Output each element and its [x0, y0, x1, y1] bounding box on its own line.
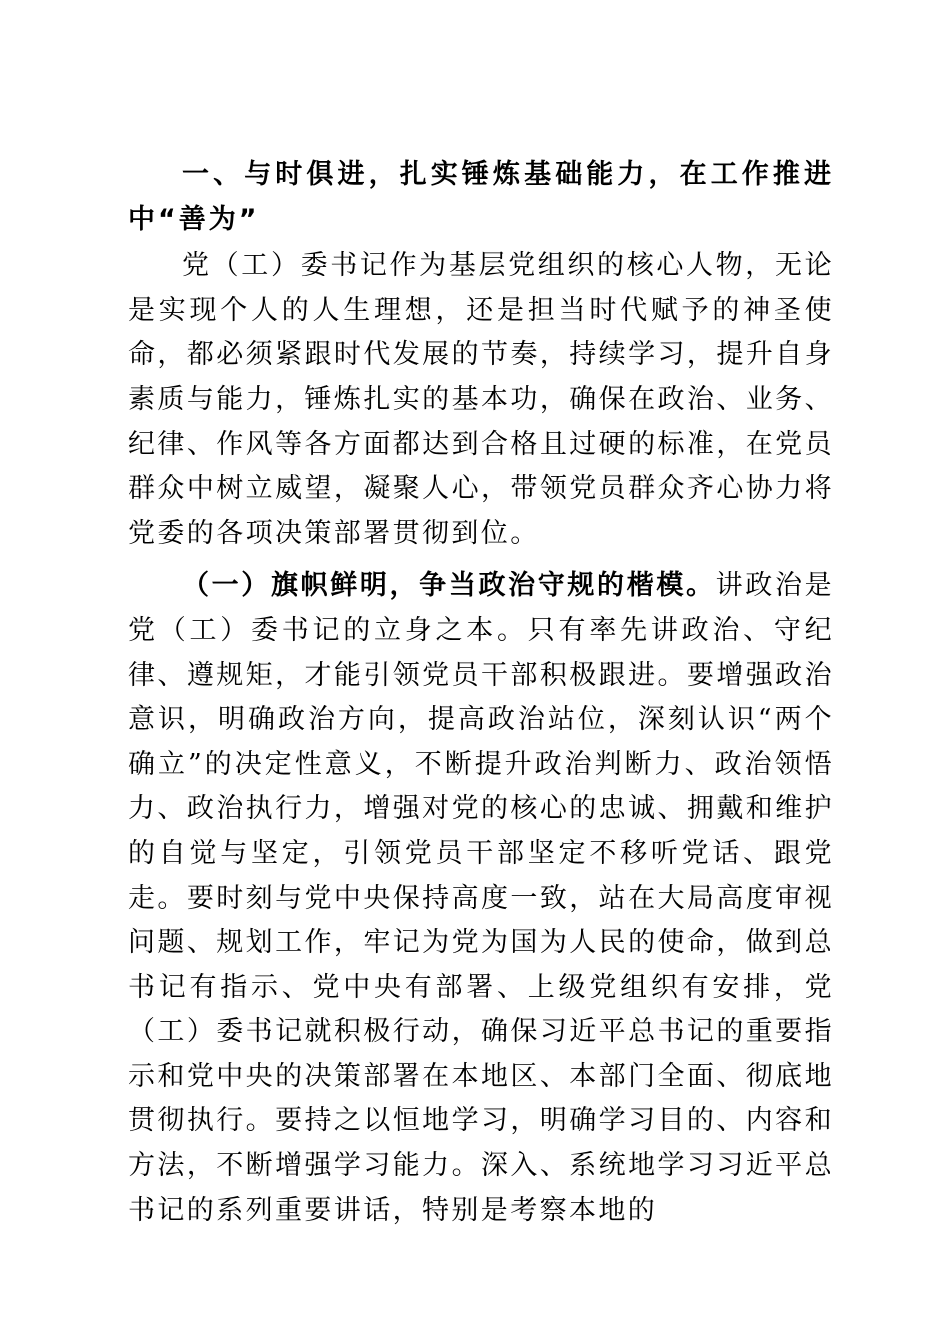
- subsection-lead: （一）旗帜鲜明，争当政治守规的楷模。: [182, 570, 716, 602]
- subsection-body: 讲政治是党（工）委书记的立身之本。只有率先讲政治、守纪律、遵规矩，才能引领党员干部积极跟进。要增强政治意识，明确政治方向，提高政治站位，深刻认识“两个确立”的决定性意义，不断提升政治判断力、政治领悟力、政治执行力，增强对党的核心的忠诚、拥戴和维护的自觉与坚定，引领党员干部坚定不移听党话、跟党走。要时刻与党中央保持高度一致，站在大局高度审视问题、规划工作，牢记为党为国为人民的使命，做到总书记有指示、党中央有部署、上级党组织有安排，党（工）委书记就积极行动，确保习近平总书记的重要指示和党中央的决策部署在本地区、本部门全面、彻底地贯彻执行。要持之以恒地学习，明确学习目的、内容和方法，不断增强学习能力。深入、系统地学习习近平总书记的系列重要讲话，特别是考察本地的: [128, 570, 834, 1226]
- subsection-paragraph: [128, 564, 834, 1233]
- document-body: [128, 153, 834, 1233]
- section-heading: 一、与时俱进，扎实锤炼基础能力，在工作推进中“善为”: [128, 159, 834, 235]
- intro-paragraph: 党（工）委书记作为基层党组织的核心人物，无论是实现个人的人生理想，还是担当时代赋予的神圣使命，都必须紧跟时代发展的节奏，持续学习，提升自身素质与能力，锤炼扎实的基本功，确保在政治、业务、纪律、作风等各方面都达到合格且过硬的标准，在党员群众中树立威望，凝聚人心，带领党员群众齐心协力将党委的各项决策部署贯彻到位。: [128, 250, 834, 549]
